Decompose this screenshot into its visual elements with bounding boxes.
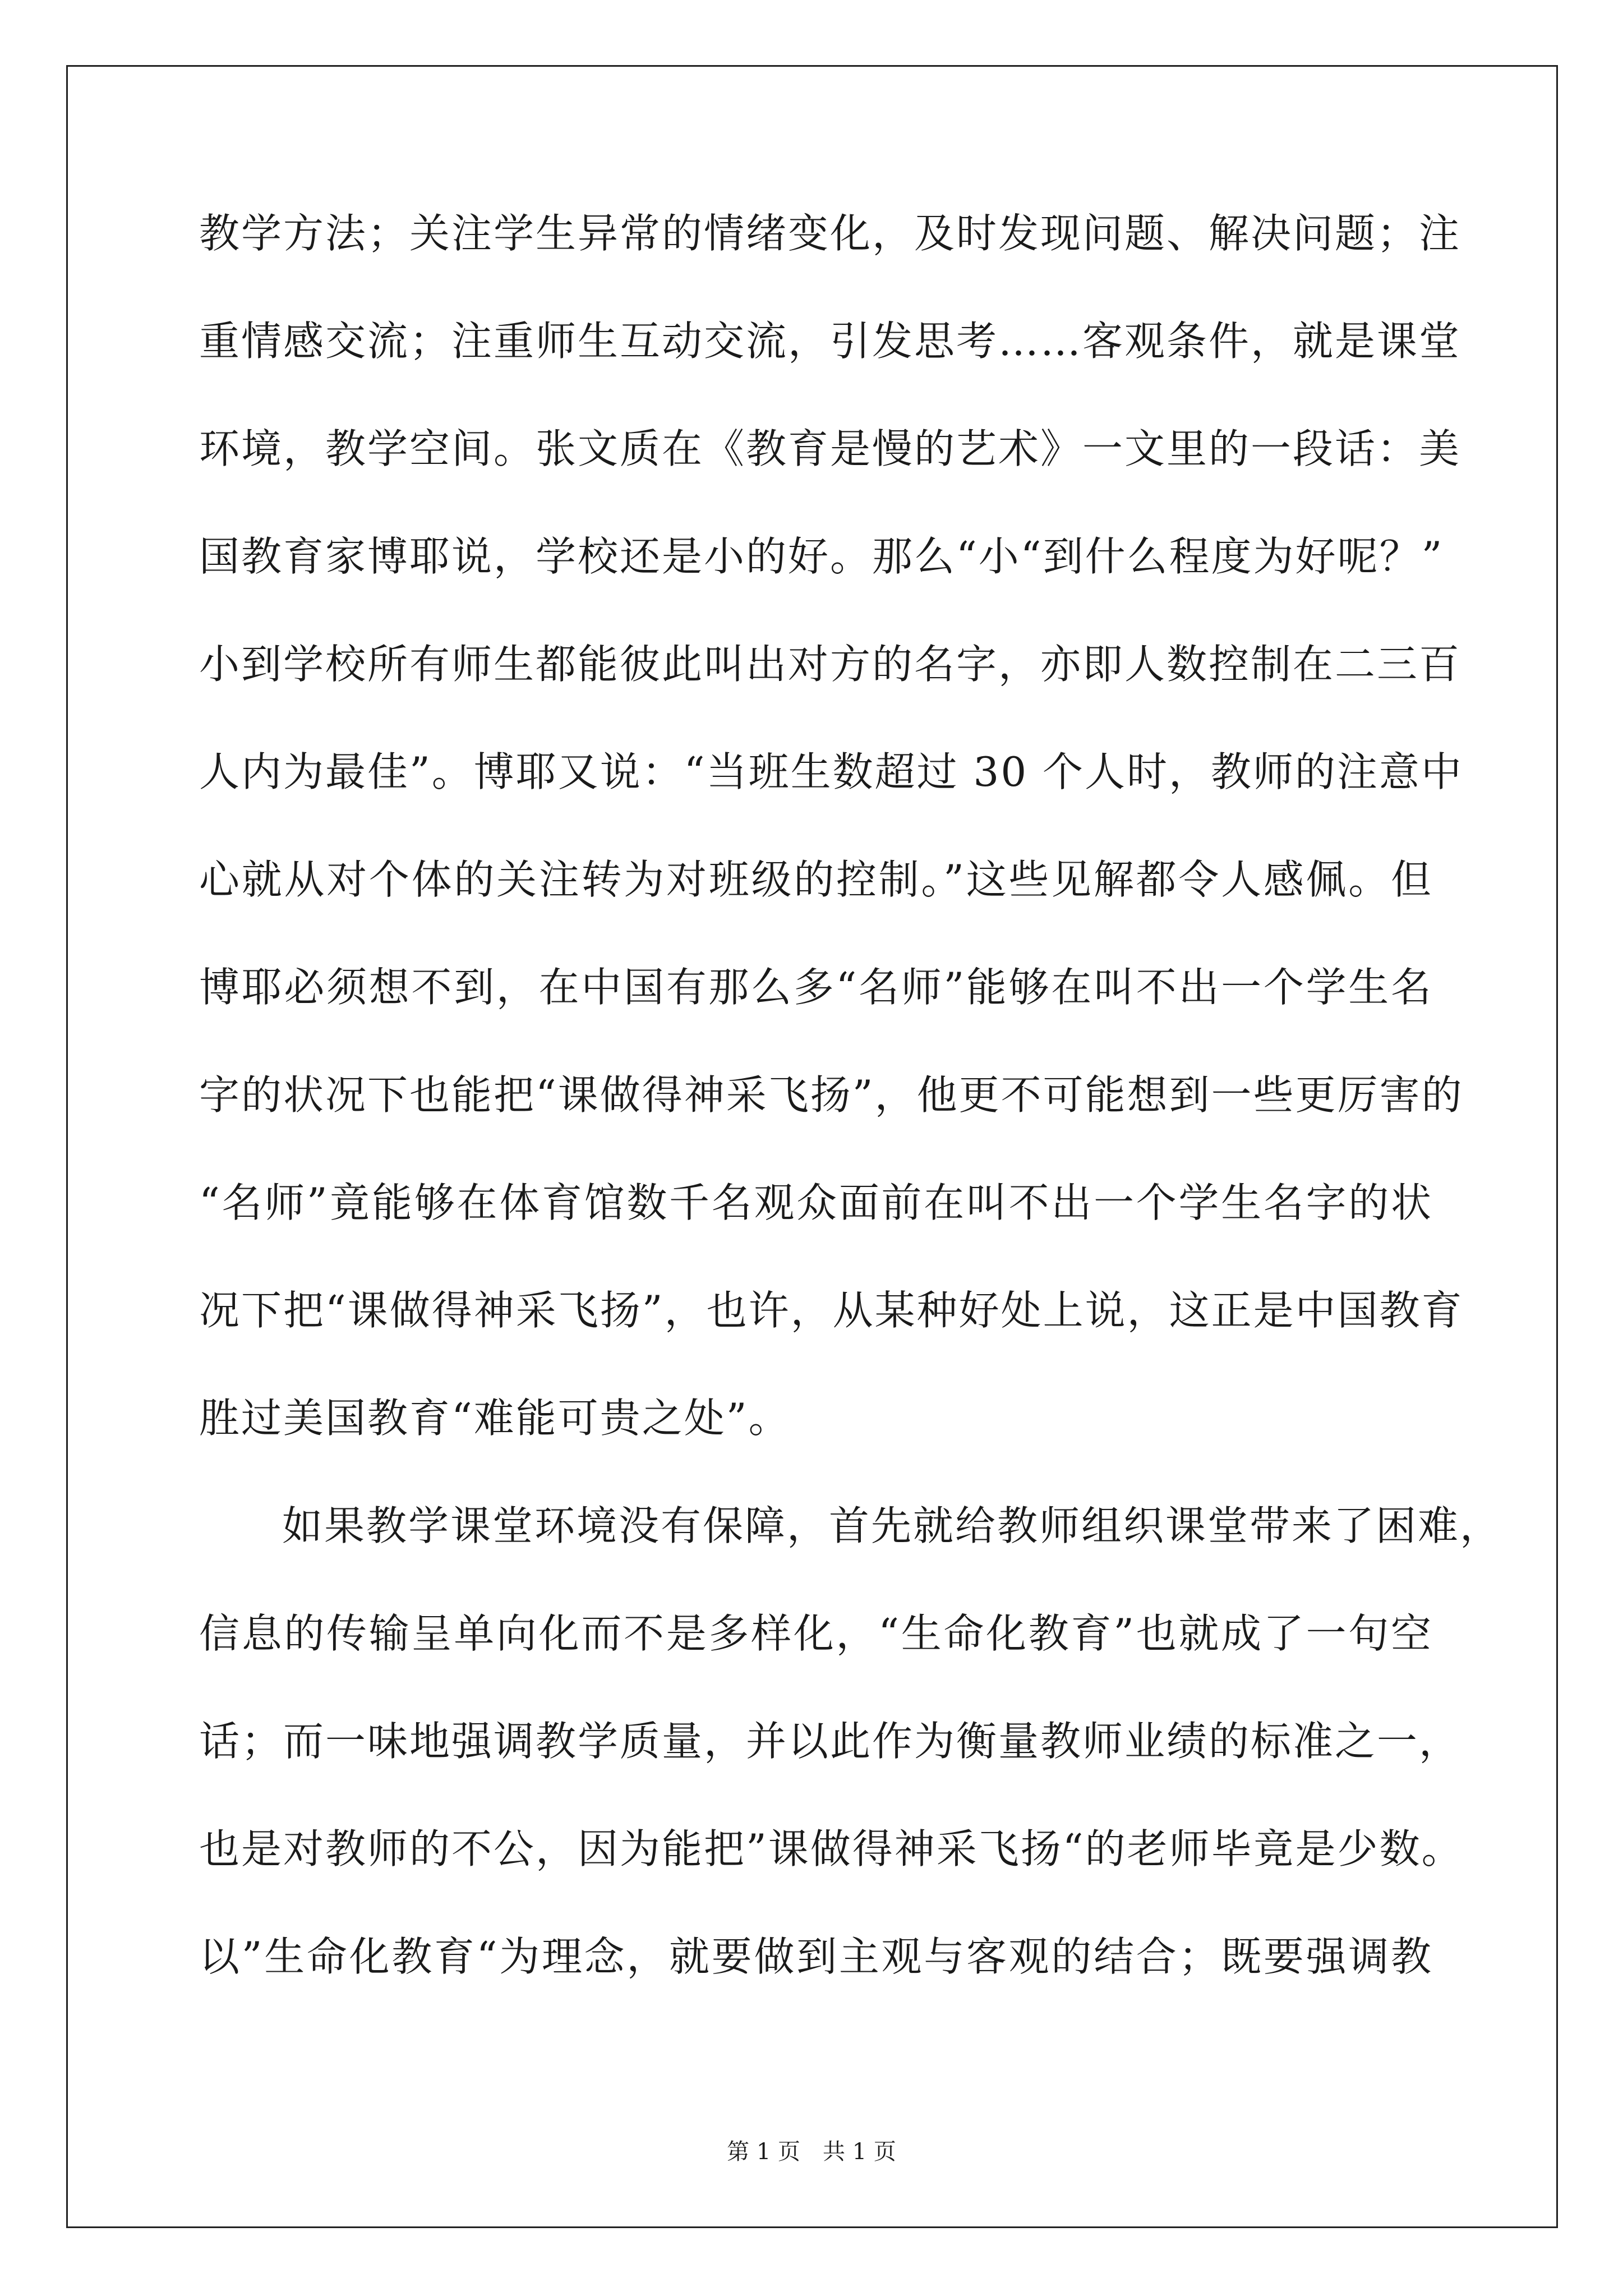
text-line: 小到学校所有师生都能彼此叫出对方的名字，亦即人数控制在二三百 — [199, 641, 1461, 688]
text-line: 人内为最佳”。博耶又说：“当班生数超过 30 个人时，教师的注意中 — [199, 748, 1464, 795]
paragraph-first-line: 如果教学课堂环境没有保障，首先就给教师组织课堂带来了困难， — [282, 1502, 1502, 1549]
text-line: 信息的传输呈单向化而不是多样化，“生命化教育”也就成了一句空 — [199, 1610, 1433, 1657]
text-line: 博耶必须想不到，在中国有那么多“名师”能够在叫不出一个学生名 — [199, 964, 1433, 1011]
text-line: 字的状况下也能把“课做得神采飞扬”，他更不可能想到一些更厉害的 — [199, 1071, 1464, 1119]
text-line: 胜过美国教育“难能可贵之处”。 — [199, 1395, 791, 1442]
text-line: 以”生命化教育“为理念，就要做到主观与客观的结合；既要强调教 — [199, 1933, 1433, 1980]
text-line: 环境，教学空间。张文质在《教育是慢的艺术》一文里的一段话：美 — [199, 425, 1461, 472]
text-line: 国教育家博耶说，学校还是小的好。那么“小“到什么程度为好呢？” — [199, 533, 1444, 580]
text-line: 教学方法；关注学生异常的情绪变化，及时发现问题、解决问题；注 — [199, 210, 1461, 257]
text-line: 话；而一味地强调教学质量，并以此作为衡量教师业绩的标准之一， — [199, 1718, 1461, 1765]
page-total: 共 1 页 — [823, 2139, 896, 2165]
page-footer — [0, 2134, 1623, 2166]
document-body — [199, 210, 1502, 2044]
text-line: 重情感交流；注重师生互动交流，引发思考……客观条件，就是课堂 — [199, 318, 1461, 365]
text-line: “名师”竟能够在体育馆数千名观众面前在叫不出一个学生名字的状 — [199, 1179, 1433, 1226]
page-number: 第 1 页 — [727, 2139, 800, 2165]
text-line: 心就从对个体的关注转为对班级的控制。”这些见解都令人感佩。但 — [199, 856, 1433, 903]
text-line: 况下把“课做得神采飞扬”，也许，从某种好处上说，这正是中国教育 — [199, 1287, 1464, 1334]
text-line: 也是对教师的不公，因为能把”课做得神采飞扬“的老师毕竟是少数。 — [199, 1825, 1464, 1872]
